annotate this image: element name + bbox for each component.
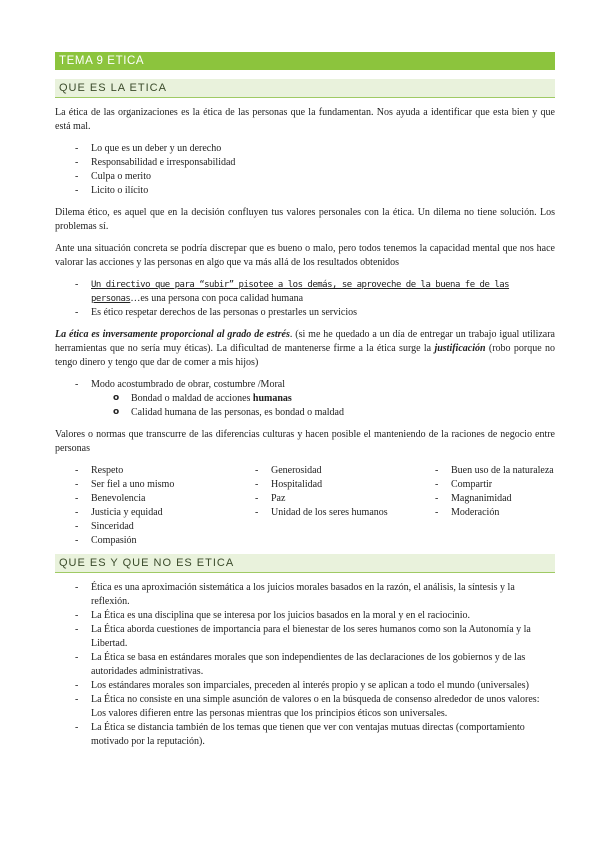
list-item: - La Ética es una disciplina que se interesa por los juicios basados en la moral y en el raciocinio. — [55, 609, 555, 623]
list-item — [55, 278, 555, 306]
list-item: - Magnanimidad — [415, 492, 555, 506]
list-item: - Responsabilidad e irresponsabilidad — [55, 156, 555, 170]
list-item: - La Ética se basa en estándares morales que son independientes de las declaraciones de los gobiernos y de las autoridades administrativas. — [55, 651, 555, 679]
list-item: - Culpa o merito — [55, 170, 555, 184]
modo-text: Modo acostumbrado de obrar, costumbre /Moral — [91, 379, 285, 390]
list-item: - Generosidad — [235, 464, 415, 478]
list-item: - Sinceridad — [55, 520, 235, 534]
inverse-bold-text: La ética es inversamente proporcional al grado de estrés — [55, 329, 290, 340]
document-page — [55, 52, 555, 757]
example-rest-text: …es una persona con poca calidad humana — [130, 293, 304, 304]
list-item: - Ética es una aproximación sistemática a los juicios morales basados en la razón, el análisis, la síntesis y la reflexión. — [55, 581, 555, 609]
list-item: - Ser fiel a uno mismo — [55, 478, 235, 492]
values-column-3 — [415, 464, 555, 548]
list-item — [55, 378, 555, 420]
values-columns — [55, 464, 555, 548]
intro-paragraph: La ética de las organizaciones es la ética de las personas que la fundamentan. Nos ayuda a identificar que esta bien y que está mal. — [55, 107, 555, 132]
dilema-paragraph: Dilema ético, es aquel que en la decisión confluyen tus valores personales con la ética. Un dilema no tiene solución. Los problemas sí. — [55, 207, 555, 232]
list-item: - La Ética aborda cuestiones de importancia para el bienestar de los seres humanos como son la Autonomía y la Libertad. — [55, 623, 555, 651]
section-heading-que-es-la-etica: QUE ES LA ETICA — [55, 79, 555, 98]
list-item: - Justicia y equidad — [55, 506, 235, 520]
list-item: - Buen uso de la naturaleza — [415, 464, 555, 478]
list-item: - Respeto — [55, 464, 235, 478]
list-item: - Lo que es un deber y un derecho — [55, 142, 555, 156]
document-title: TEMA 9 ETICA — [55, 52, 555, 70]
sub1-bold-text: humanas — [252, 393, 292, 404]
list-item: - Hospitalidad — [235, 478, 415, 492]
list-item: - Licito o ilícito — [55, 184, 555, 198]
sub1-text: Bondad o maldad de acciones — [131, 393, 253, 404]
situacion-paragraph: Ante una situación concreta se podría discrepar que es bueno o malo, pero todos tenemos la capacidad mental que nos hace valorar las acciones y las personas en algo que va más allá de los resultados obtenidos — [55, 243, 555, 268]
inverse-rest-text: . (si me he quedado a un día de entregar un trabajo igual utilizara herramientas que no sería muy éticas). La dificultad de mantenerse firme a la ética surge la — [55, 329, 555, 354]
sublist-item — [91, 392, 555, 406]
list-item: - Compartir — [415, 478, 555, 492]
ethics-list — [55, 581, 555, 749]
list-item: - Paz — [235, 492, 415, 506]
sublist-item: o Calidad humana de las personas, es bondad o maldad — [91, 406, 555, 420]
list-item: - La Ética se distancia también de los temas que tienen que ver con ventajas mutuas directas (comportamiento motivado por la reputación). — [55, 721, 555, 749]
list-item: - Compasión — [55, 534, 235, 548]
values-column-2 — [235, 464, 415, 548]
moral-sublist — [91, 392, 555, 420]
inverse-paragraph — [55, 328, 555, 370]
justificacion-text: justificación — [434, 343, 486, 354]
list-item: - La Ética no consiste en una simple asunción de valores o en la búsqueda de consenso alrededor de unos valores: Los valores difieren entre las personas mientras que los principios éticos son universales. — [55, 693, 555, 721]
valores-paragraph: Valores o normas que transcurre de las diferencias culturas y hacen posible el manteniendo de la raciones de negocio entre personas — [55, 429, 555, 454]
list-item: - Los estándares morales son imparciales, preceden al interés propio y se aplican a todo el mundo (universales) — [55, 679, 555, 693]
concepts-list — [55, 142, 555, 198]
moral-list — [55, 378, 555, 420]
examples-list — [55, 278, 555, 320]
section-heading-que-es-y-que-no-es-etica: QUE ES Y QUE NO ES ETICA — [55, 554, 555, 573]
values-column-1 — [55, 464, 235, 548]
list-item: - Es ético respetar derechos de las personas o prestarles un servicios — [55, 306, 555, 320]
list-item: - Unidad de los seres humanos — [235, 506, 415, 520]
list-item: - Moderación — [415, 506, 555, 520]
inverse-end-text: (robo porque no tengo dinero y tengo que dar de comer a mis hijos) — [55, 343, 556, 368]
example-mono-text: Un directivo que para “subir” pisotee a los demás, se aproveche de la buena fe de las personas — [91, 280, 510, 304]
list-item: - Benevolencia — [55, 492, 235, 506]
